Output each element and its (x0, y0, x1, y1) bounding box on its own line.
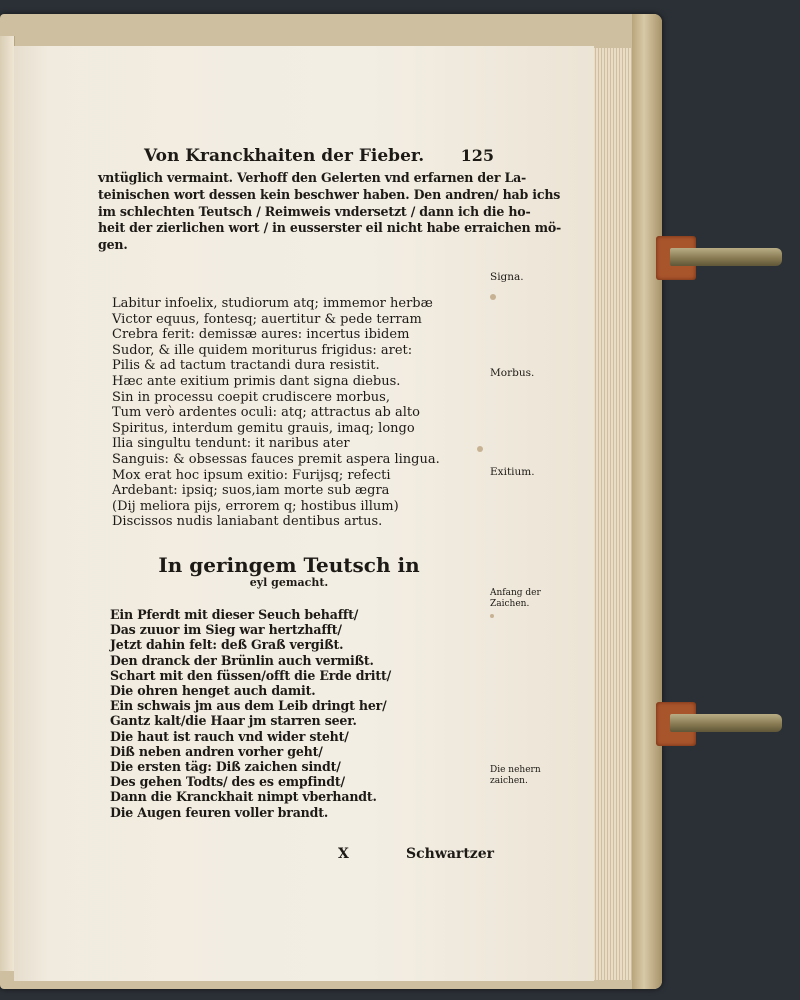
prose-line: teinischen wort dessen kein beschwer haben. Den andren/ hab ichs (98, 186, 561, 202)
margin-note-signa: Signa. (490, 271, 524, 283)
prose-line: gen. (98, 237, 128, 253)
german-verse-line: Des gehen Todts/ des es empfindt/ (110, 774, 345, 790)
german-verse-line: Die Augen feuren voller brandt. (110, 804, 329, 820)
latin-verse-line: Crebra ferit: demissæ aures: incertus ibidem (112, 327, 410, 343)
latin-verse-line: Ardebant: ipsiq; suos,iam morte sub ægra (112, 483, 390, 499)
latin-verse-line: Spiritus, interdum gemitu grauis, imaq; longo (112, 420, 415, 436)
german-verse-line: Ein Pferdt mit dieser Seuch behafft/ (110, 607, 359, 622)
margin-note-anfang (490, 588, 541, 610)
paper-stain (477, 446, 483, 452)
section-heading (144, 554, 434, 590)
latin-verse-block (112, 296, 482, 530)
book-page (14, 46, 594, 981)
german-verse-line: Die ersten täg: Diß zaichen sindt/ (110, 759, 341, 775)
german-verse-block (110, 607, 470, 820)
page-stack-edge (590, 48, 634, 980)
paper-stain (490, 614, 494, 618)
catchword: Schwartzer (406, 846, 495, 862)
german-verse-line: Gantz kalt/die Haar jm starren seer. (110, 713, 357, 729)
german-verse-line: Den dranck der Brünlin auch vermißt. (110, 652, 374, 668)
margin-note-anfang-line: Zaichen. (490, 599, 530, 609)
german-verse-line: Die haut ist rauch vnd wider steht/ (110, 728, 349, 744)
margin-note-anfang-line: Anfang der (490, 588, 541, 598)
german-verse-line: Jetzt dahin felt: deß Graß vergißt. (110, 637, 344, 653)
latin-verse-line: Pilis & ad tactum tractandi dura resistit. (112, 358, 380, 374)
prose-line: vntüglich vermaint. Verhoff den Gelerten vnd erfarnen der La- (98, 170, 527, 185)
book-clasp-upper (656, 236, 782, 280)
german-verse-line: Schart mit den füssen/offt die Erde dritt/ (110, 667, 392, 683)
german-verse-line: Die ohren henget auch damit. (110, 683, 316, 699)
signature-mark: X (338, 846, 349, 862)
latin-verse-line: (Dij meliora pijs, errorem q; hostibus illum) (112, 498, 399, 514)
german-verse-line: Das zuuor im Sieg war hertzhafft/ (110, 622, 342, 638)
section-heading-title: In geringem Teutsch in (158, 553, 420, 577)
paper-stain (490, 294, 496, 300)
clasp-metal (670, 714, 782, 732)
latin-verse-line: Sin in processu coepit crudiscere morbus, (112, 389, 390, 405)
margin-note-nehern (490, 765, 541, 787)
margin-note-nehern-line: Die nehern (490, 765, 541, 775)
margin-note-nehern-line: zaichen. (490, 776, 528, 786)
running-header (144, 146, 494, 166)
german-verse-line: Diß neben andren vorher geht/ (110, 743, 323, 759)
latin-verse-line: Ilia singultu tendunt: it naribus ater (112, 436, 350, 452)
german-verse-line: Ein schwais jm aus dem Leib dringt her/ (110, 698, 387, 714)
page-number: 125 (460, 146, 494, 165)
prose-line: heit der zierlichen wort / in eusserster eil nicht habe erraichen mö- (98, 220, 562, 236)
prose-paragraph (98, 170, 562, 254)
latin-verse-line: Victor equus, fontesq; auertitur & pede terram (112, 311, 422, 327)
section-heading-subtitle: eyl gemacht. (249, 576, 329, 589)
prose-line: im schlechten Teutsch / Reimweis vndersetzt / dann ich die ho- (98, 203, 531, 219)
german-verse-line: Dann die Kranckhait nimpt vberhandt. (110, 789, 377, 805)
latin-verse-line: Mox erat hoc ipsum exitio: Furijsq; refecti (112, 467, 391, 483)
book (0, 14, 662, 989)
left-page-edge (0, 36, 15, 971)
running-title: Von Kranckhaiten der Fieber. (144, 146, 425, 166)
latin-verse-line: Discissos nudis laniabant dentibus artus. (112, 514, 383, 530)
margin-note-morbus: Morbus. (490, 367, 535, 379)
latin-verse-line: Tum verò ardentes oculi: atq; attractus ab alto (112, 405, 420, 421)
latin-verse-line: Hæc ante exitium primis dant signa diebus. (112, 373, 401, 389)
clasp-metal (670, 248, 782, 266)
latin-verse-line: Labitur infoelix, studiorum atq; immemor herbæ (112, 296, 433, 311)
book-clasp-lower (656, 702, 782, 746)
margin-note-exitium: Exitium. (490, 466, 535, 478)
book-cover-edge (632, 14, 662, 989)
latin-verse-line: Sudor, & ille quidem moriturus frigidus: aret: (112, 342, 413, 358)
latin-verse-line: Sanguis: & obsessas fauces premit aspera lingua. (112, 451, 440, 467)
